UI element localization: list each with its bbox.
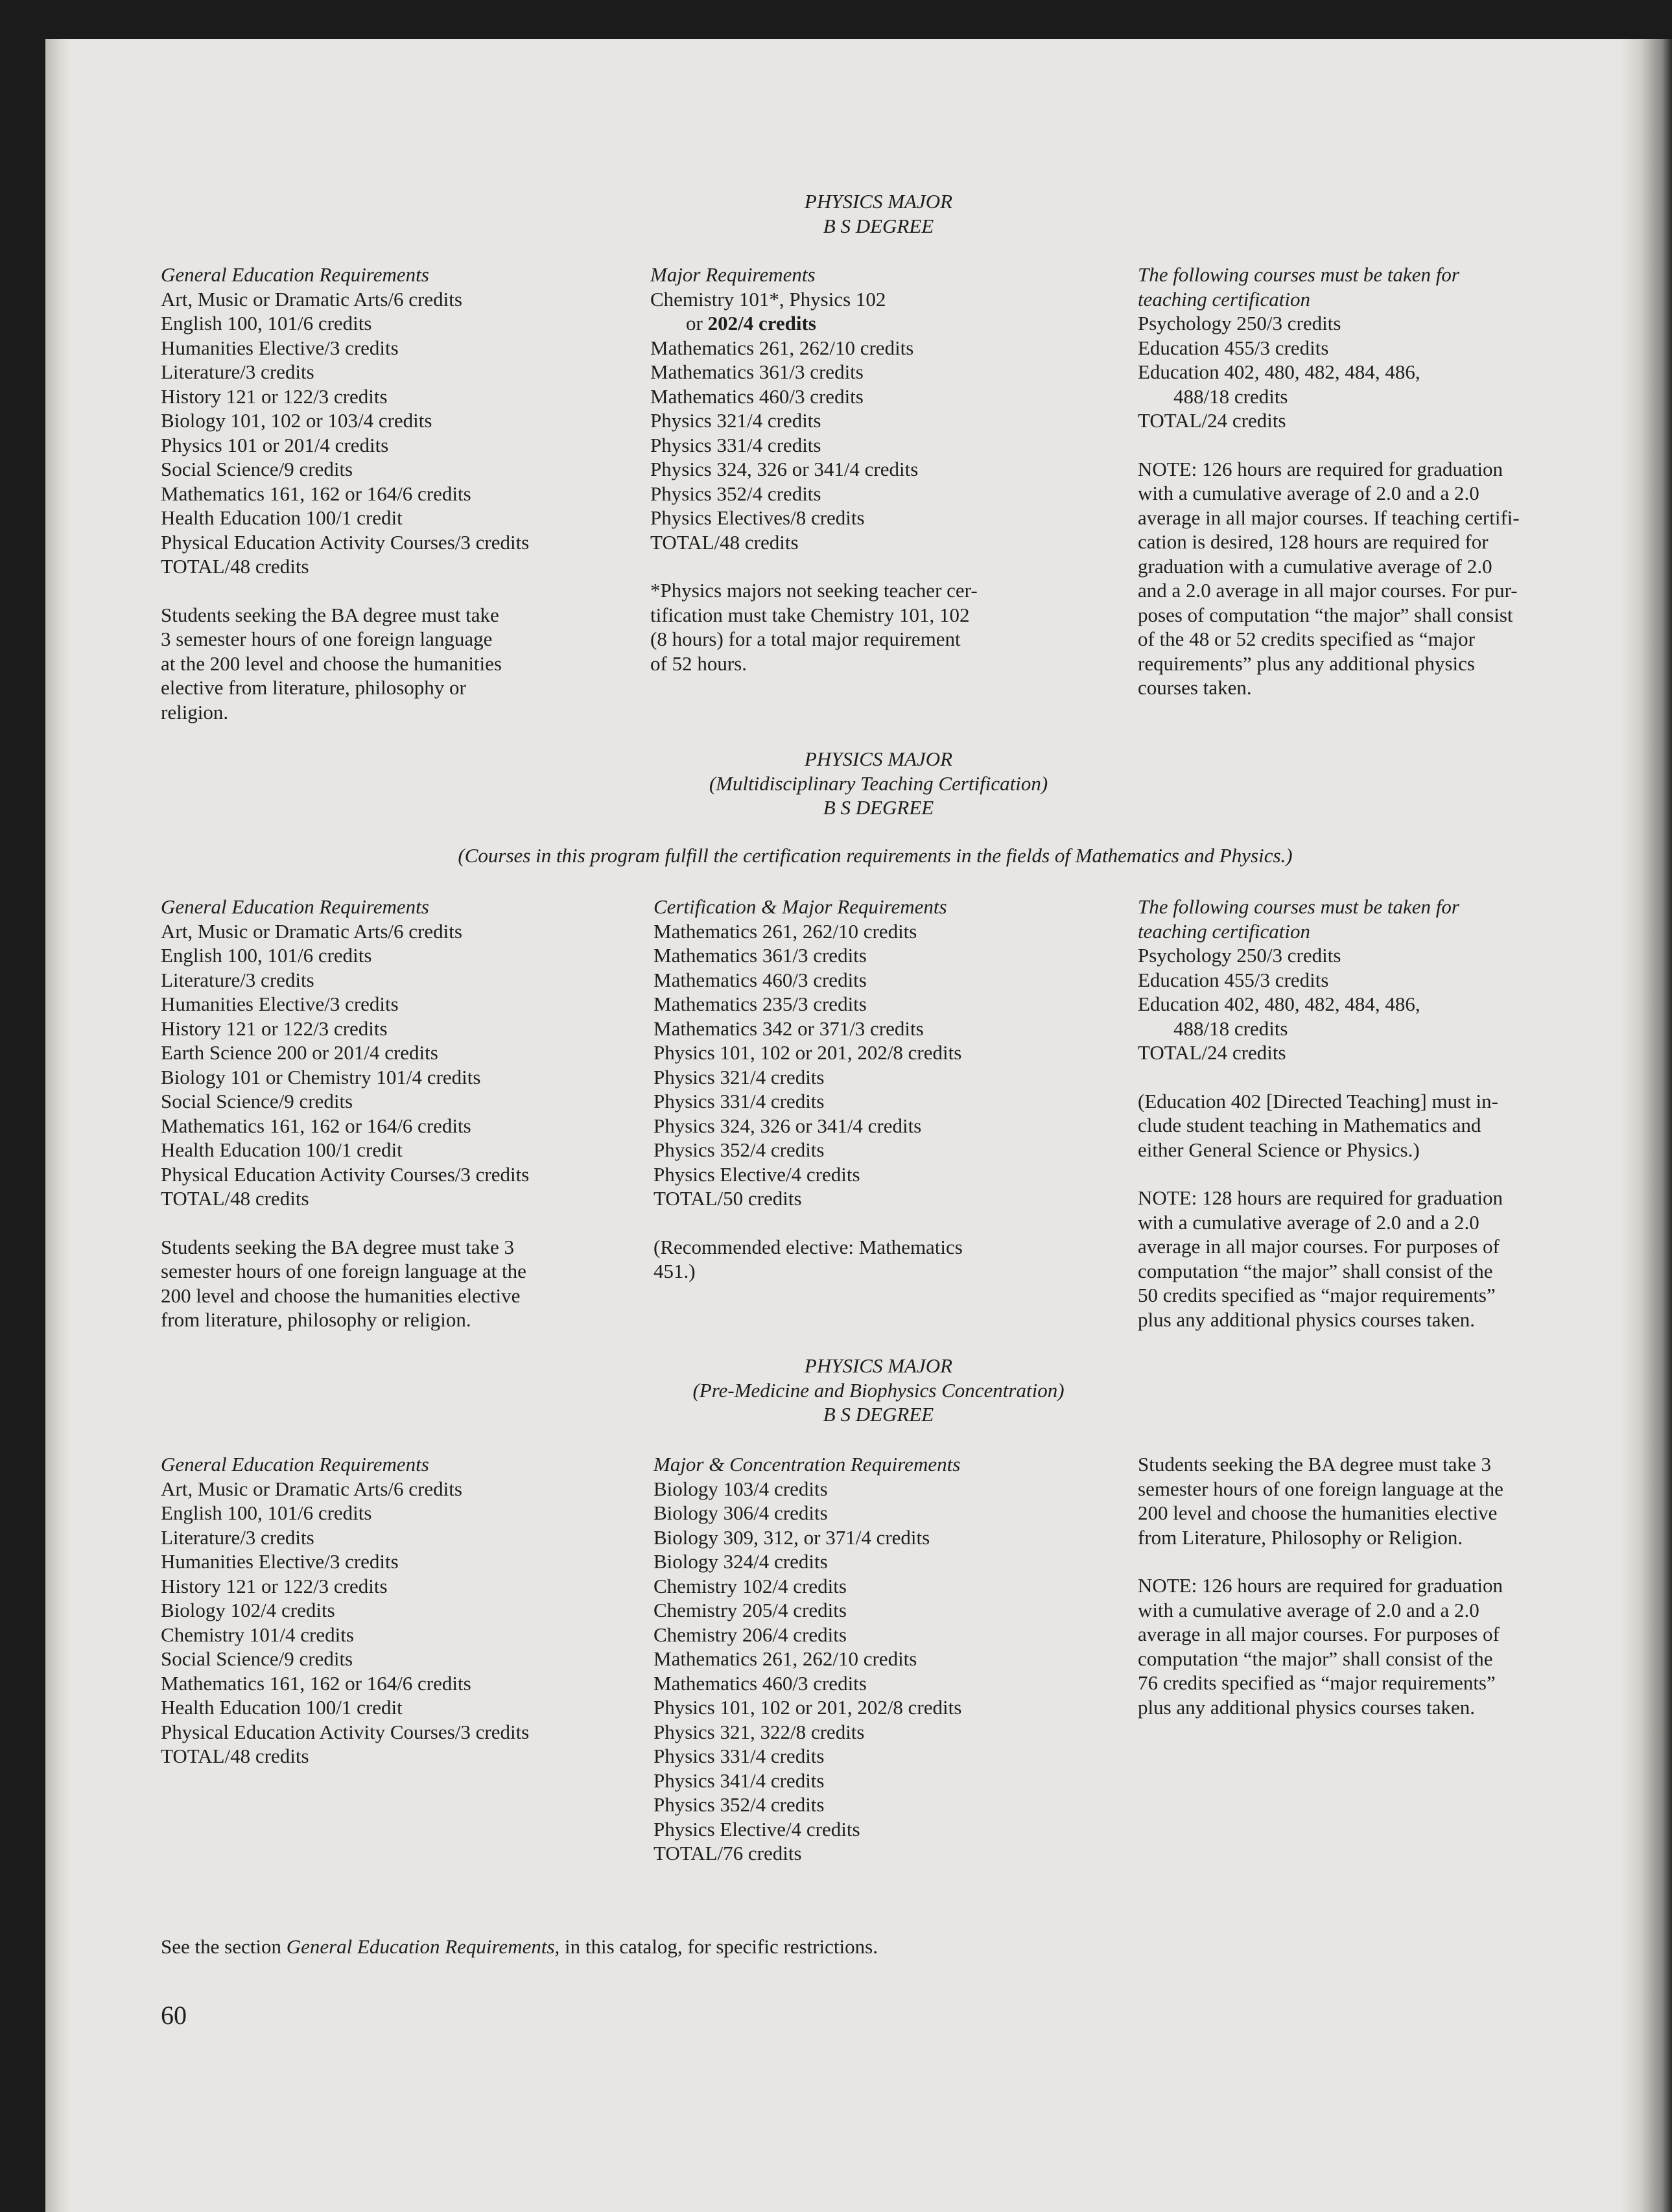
section2-teaching-list-line: Education 402, 480, 482, 484, 486, [1138, 993, 1420, 1015]
section1-gen-ed-list-line: TOTAL/48 credits [161, 555, 309, 578]
section1-teaching-note-line: courses taken. [1138, 676, 1252, 699]
section2-teaching-note2-line: computation “the major” shall consist of the [1138, 1259, 1493, 1282]
section1-major-note-line: of 52 hours. [650, 652, 747, 675]
section2-gen-ed-list-line: Social Science/9 credits [161, 1090, 353, 1112]
section3-note2-line: 76 credits specified as “major requirements” [1138, 1671, 1496, 1694]
section3-note2-line: plus any additional physics courses taken. [1138, 1695, 1476, 1719]
section1-major-list-line: Physics 331/4 credits [650, 433, 821, 456]
section3-note2-line: computation “the major” shall consist of the [1138, 1647, 1493, 1670]
section1-major-list-line: Physics 324, 326 or 341/4 credits [650, 458, 919, 480]
section1-teaching-note-line: of the 48 or 52 credits specified as “major [1138, 628, 1475, 650]
section2-gen-ed-list-line: TOTAL/48 credits [161, 1187, 309, 1210]
section2-subtitle: (Multidisciplinary Teaching Certification) [709, 771, 1048, 795]
section3-heading [583, 1354, 1173, 1427]
section2-gen-ed-note-line: Students seeking the BA degree must take 3 [161, 1235, 514, 1258]
section2-teaching-note1-line: (Education 402 [Directed Teaching] must in- [1138, 1089, 1498, 1112]
section1-degree: B S DEGREE [823, 214, 934, 237]
section2-teaching-note2-line: average in all major courses. For purposes of [1138, 1235, 1500, 1258]
section1-major-list-line: TOTAL/48 credits [650, 530, 799, 554]
section3-gen-ed-list-line: Humanities Elective/3 credits [161, 1550, 399, 1573]
section2-teaching-list-line: Education 455/3 credits [1138, 968, 1329, 991]
section2-teaching-title-line: The following courses must be taken for [1138, 895, 1459, 918]
section1-title: PHYSICS MAJOR [804, 190, 953, 213]
section1-gen-ed-list-line: Literature/3 credits [161, 360, 314, 383]
section1-major-column [650, 263, 1117, 676]
section2-teaching-title-line: teaching certification [1138, 919, 1311, 943]
section1-major-second-bold: 202/4 credits [707, 312, 816, 335]
section1-major-note-line: *Physics majors not seeking teacher cer- [650, 579, 978, 602]
section1-major-second-prefix: or [686, 312, 708, 335]
section2-teaching-note2-line: with a cumulative average of 2.0 and a 2.0 [1138, 1210, 1479, 1234]
section1-gen-ed-note-line: at the 200 level and choose the humanities [161, 652, 502, 675]
section2-major-list-line: Physics 331/4 credits [653, 1090, 825, 1112]
section3-gen-ed-list-line: TOTAL/48 credits [161, 1745, 309, 1767]
section2-teaching-note2-line: NOTE: 128 hours are required for graduation [1138, 1186, 1503, 1209]
footer-suffix: in this catalog, for specific restrictions. [559, 1935, 878, 1958]
section1-teaching-note-line: requirements” plus any additional physics [1138, 652, 1475, 675]
section2-major-list-line: Physics 352/4 credits [653, 1138, 825, 1161]
section3-gen-ed-list-line: Chemistry 101/4 credits [161, 1623, 354, 1646]
section1-teaching-note-line: with a cumulative average of 2.0 and a 2.0 [1138, 482, 1479, 504]
section2-teaching-note1-line: clude student teaching in Mathematics and [1138, 1114, 1481, 1136]
section3-major-list-line: Mathematics 261, 262/10 credits [653, 1647, 917, 1670]
section2-gen-ed-list-line: Earth Science 200 or 201/4 credits [161, 1041, 438, 1064]
section2-gen-ed-note [161, 1235, 628, 1332]
section2-major-list-line: Physics 101, 102 or 201, 202/8 credits [653, 1041, 962, 1064]
section2-degree: B S DEGREE [823, 796, 934, 819]
section2-major-list-line: Mathematics 361/3 credits [653, 944, 867, 967]
section3-major-list-line: Biology 309, 312, or 371/4 credits [653, 1525, 930, 1549]
section2-teaching-note2-line: 50 credits specified as “major requirements” [1138, 1284, 1496, 1306]
section3-gen-ed-list-line: Mathematics 161, 162 or 164/6 credits [161, 1671, 471, 1695]
section1-gen-ed-list-line: Biology 101, 102 or 103/4 credits [161, 409, 432, 432]
section3-gen-ed-list-line: English 100, 101/6 credits [161, 1501, 372, 1524]
section1-teaching-title [1138, 263, 1605, 311]
section3-major-list-line: Biology 103/4 credits [653, 1477, 828, 1500]
section2-gen-ed-list-line: Humanities Elective/3 credits [161, 993, 399, 1015]
section1-gen-ed-column [161, 263, 628, 724]
section3-gen-ed-list-line: Literature/3 credits [161, 1525, 314, 1549]
section3-gen-ed-list [161, 1477, 628, 1769]
section3-notes-column [1138, 1452, 1605, 1719]
section1-major-list-line: Mathematics 460/3 credits [650, 384, 864, 408]
section2-teaching-title [1138, 895, 1605, 943]
section2-teaching-column [1138, 895, 1605, 1332]
section2-gen-ed-list-line: English 100, 101/6 credits [161, 944, 372, 967]
section3-degree: B S DEGREE [823, 1403, 934, 1426]
section1-major-second-line [650, 311, 1117, 336]
section3-major-list [653, 1477, 1120, 1866]
section1-major-note-line: (8 hours) for a total major requirement [650, 628, 961, 650]
section2-major-list-line: Mathematics 460/3 credits [653, 968, 867, 991]
section2-major-list-line: Physics 321/4 credits [653, 1065, 825, 1088]
section3-gen-ed-list-line: Physical Education Activity Courses/3 credits [161, 1720, 530, 1743]
section1-gen-ed-list-line: English 100, 101/6 credits [161, 312, 372, 335]
section1-major-list-line: Physics 321/4 credits [650, 409, 821, 432]
section3-gen-ed-list-line: Health Education 100/1 credit [161, 1696, 403, 1719]
section1-gen-ed-list-line: Social Science/9 credits [161, 458, 353, 480]
section1-teaching-list-line: Education 402, 480, 482, 484, 486, [1138, 360, 1420, 383]
section2-major-list-line: Mathematics 235/3 credits [653, 993, 867, 1015]
section3-major-list-line: Chemistry 205/4 credits [653, 1599, 847, 1621]
section2-major-column [653, 895, 1120, 1284]
section1-gen-ed-list-line: Physical Education Activity Courses/3 credits [161, 530, 530, 554]
section1-major-list [650, 336, 1117, 555]
section3-gen-ed-list-line: Art, Music or Dramatic Arts/6 credits [161, 1477, 462, 1500]
section3-major-list-line: Physics 101, 102 or 201, 202/8 credits [653, 1696, 962, 1719]
section1-major-list-line: Mathematics 261, 262/10 credits [650, 336, 914, 359]
section3-major-list-line: Physics 352/4 credits [653, 1793, 825, 1816]
section3-major-list-line: Physics 331/4 credits [653, 1745, 825, 1767]
section2-gen-ed-list-line: Art, Music or Dramatic Arts/6 credits [161, 919, 462, 943]
section1-teaching-note-line: graduation with a cumulative average of 2.0 [1138, 554, 1492, 578]
footer-prefix: See the section [161, 1935, 287, 1958]
section2-major-note-line: 451.) [653, 1260, 696, 1282]
section2-major-note [653, 1235, 1120, 1284]
section3-major-list-line: Biology 306/4 credits [653, 1501, 828, 1524]
section1-gen-ed-note-line: religion. [161, 700, 229, 724]
page-number: 60 [161, 2001, 187, 2030]
section2-teaching-note1 [1138, 1089, 1605, 1162]
section2-teaching-note2-line: plus any additional physics courses taken. [1138, 1308, 1476, 1331]
section1-gen-ed-note [161, 603, 628, 725]
section2-note: (Courses in this program fulfill the certification requirements in the fields of Mathematics and Physics.) [458, 844, 1293, 867]
section2-teaching-list-line: Psychology 250/3 credits [1138, 944, 1341, 967]
section3-subtitle: (Pre-Medicine and Biophysics Concentration) [692, 1378, 1065, 1402]
section1-gen-ed-title: General Education Requirements [161, 263, 429, 286]
section2-gen-ed-note-line: from literature, philosophy or religion. [161, 1308, 471, 1331]
section3-major-title: Major & Concentration Requirements [653, 1453, 961, 1476]
section1-major-list-line: Mathematics 361/3 credits [650, 360, 864, 383]
section1-gen-ed-list-line: Health Education 100/1 credit [161, 506, 403, 529]
section2-major-list [653, 919, 1120, 1211]
section2-gen-ed-list-line: History 121 or 122/3 credits [161, 1017, 388, 1040]
section1-gen-ed-note-line: 3 semester hours of one foreign language [161, 628, 493, 650]
section3-major-list-line: Biology 324/4 credits [653, 1550, 828, 1573]
section2-title: PHYSICS MAJOR [804, 747, 953, 770]
section1-teaching-note-line: NOTE: 126 hours are required for graduation [1138, 457, 1503, 480]
section2-major-title: Certification & Major Requirements [653, 895, 947, 918]
section3-major-list-line: Mathematics 460/3 credits [653, 1671, 867, 1695]
section1-teaching-indent-line: 488/18 credits [1173, 384, 1288, 408]
section1-teaching-column [1138, 263, 1605, 700]
section1-gen-ed-list-line: Art, Music or Dramatic Arts/6 credits [161, 287, 462, 311]
section3-note2-line: average in all major courses. For purposes of [1138, 1623, 1500, 1645]
section2-major-list-line: Physics Elective/4 credits [653, 1162, 860, 1186]
section1-gen-ed-note-line: Students seeking the BA degree must take [161, 603, 499, 626]
section3-major-list-line: Physics 341/4 credits [653, 1769, 825, 1792]
section1-teaching-note [1138, 457, 1605, 700]
section1-teaching-list-line: Psychology 250/3 credits [1138, 312, 1341, 335]
section1-gen-ed-list-line: Physics 101 or 201/4 credits [161, 433, 389, 456]
section1-teaching-list [1138, 311, 1605, 384]
section1-major-note [650, 578, 1117, 676]
section1-heading [648, 189, 1109, 238]
section1-major-note-line: tification must take Chemistry 101, 102 [650, 603, 970, 626]
section1-teaching-list-line: Education 455/3 credits [1138, 336, 1329, 359]
section1-gen-ed-list-line: Humanities Elective/3 credits [161, 336, 399, 359]
section3-gen-ed-column [161, 1452, 628, 1769]
section3-note2-line: with a cumulative average of 2.0 and a 2.0 [1138, 1598, 1479, 1621]
section2-teaching-indent-line: 488/18 credits [1173, 1017, 1288, 1040]
section3-major-list-line: TOTAL/76 credits [653, 1842, 802, 1865]
section1-teaching-note-line: poses of computation “the major” shall consist [1138, 603, 1513, 626]
section2-heading [583, 747, 1173, 820]
section3-major-column [653, 1452, 1120, 1866]
section1-major-list-line: Physics 352/4 credits [650, 482, 821, 505]
section3-note1 [1138, 1452, 1605, 1549]
section2-teaching-note2 [1138, 1186, 1605, 1332]
section1-major-title: Major Requirements [650, 263, 816, 286]
section1-teaching-title-line: teaching certification [1138, 287, 1311, 311]
section2-gen-ed-list-line: Health Education 100/1 credit [161, 1138, 403, 1161]
section1-gen-ed-list-line: History 121 or 122/3 credits [161, 384, 388, 408]
section3-gen-ed-title: General Education Requirements [161, 1453, 429, 1476]
section2-gen-ed-note-line: 200 level and choose the humanities elective [161, 1284, 521, 1307]
section3-note2 [1138, 1573, 1605, 1719]
section3-major-list-line: Chemistry 102/4 credits [653, 1574, 847, 1597]
section2-teaching-list [1138, 943, 1605, 1017]
section2-gen-ed-list-line: Physical Education Activity Courses/3 credits [161, 1162, 530, 1186]
section2-gen-ed-column [161, 895, 628, 1332]
section3-gen-ed-list-line: Social Science/9 credits [161, 1647, 353, 1670]
section2-teaching-note1-line: either General Science or Physics.) [1138, 1138, 1420, 1161]
section3-gen-ed-list-line: Biology 102/4 credits [161, 1599, 335, 1621]
section1-gen-ed-note-line: elective from literature, philosophy or [161, 676, 466, 699]
section1-teaching-note-line: and a 2.0 average in all major courses. For pur- [1138, 579, 1518, 602]
section2-major-list-line: Mathematics 342 or 371/3 credits [653, 1017, 924, 1040]
section2-major-list-line: Physics 324, 326 or 341/4 credits [653, 1114, 922, 1137]
section1-gen-ed-list-line: Mathematics 161, 162 or 164/6 credits [161, 482, 471, 505]
section3-major-list-line: Physics 321, 322/8 credits [653, 1720, 865, 1743]
section3-gen-ed-list-line: History 121 or 122/3 credits [161, 1574, 388, 1597]
section3-note1-line: Students seeking the BA degree must take 3 [1138, 1453, 1491, 1476]
section1-teaching-note-line: cation is desired, 128 hours are required for [1138, 530, 1489, 553]
section3-major-list-line: Physics Elective/4 credits [653, 1817, 860, 1841]
section2-gen-ed-title: General Education Requirements [161, 895, 429, 918]
section1-teaching-total: TOTAL/24 credits [1138, 409, 1286, 432]
section1-major-first-line: Chemistry 101*, Physics 102 [650, 287, 886, 311]
section3-note1-line: from Literature, Philosophy or Religion. [1138, 1525, 1463, 1549]
section1-teaching-title-line: The following courses must be taken for [1138, 263, 1459, 286]
section3-title: PHYSICS MAJOR [804, 1354, 953, 1377]
section3-major-list-line: Chemistry 206/4 credits [653, 1623, 847, 1646]
section2-teaching-total: TOTAL/24 credits [1138, 1041, 1286, 1064]
section2-gen-ed-list-line: Mathematics 161, 162 or 164/6 credits [161, 1114, 471, 1137]
section2-gen-ed-list-line: Literature/3 credits [161, 968, 314, 991]
footer-note [161, 1935, 1133, 1959]
section2-gen-ed-note-line: semester hours of one foreign language at the [161, 1260, 526, 1282]
footer-italic: General Education Requirements, [286, 1935, 560, 1958]
section2-gen-ed-list [161, 919, 628, 1211]
section2-major-note-line: (Recommended elective: Mathematics [653, 1235, 963, 1258]
section1-teaching-note-line: average in all major courses. If teaching certifi- [1138, 506, 1520, 529]
section3-note1-line: semester hours of one foreign language at the [1138, 1477, 1503, 1500]
section2-major-list-line: TOTAL/50 credits [653, 1187, 802, 1210]
section1-gen-ed-list [161, 287, 628, 579]
section3-note2-line: NOTE: 126 hours are required for graduation [1138, 1574, 1503, 1597]
section1-major-list-line: Physics Electives/8 credits [650, 506, 865, 529]
section2-gen-ed-list-line: Biology 101 or Chemistry 101/4 credits [161, 1065, 481, 1088]
section3-note1-line: 200 level and choose the humanities elective [1138, 1501, 1498, 1524]
section2-major-list-line: Mathematics 261, 262/10 credits [653, 919, 917, 943]
